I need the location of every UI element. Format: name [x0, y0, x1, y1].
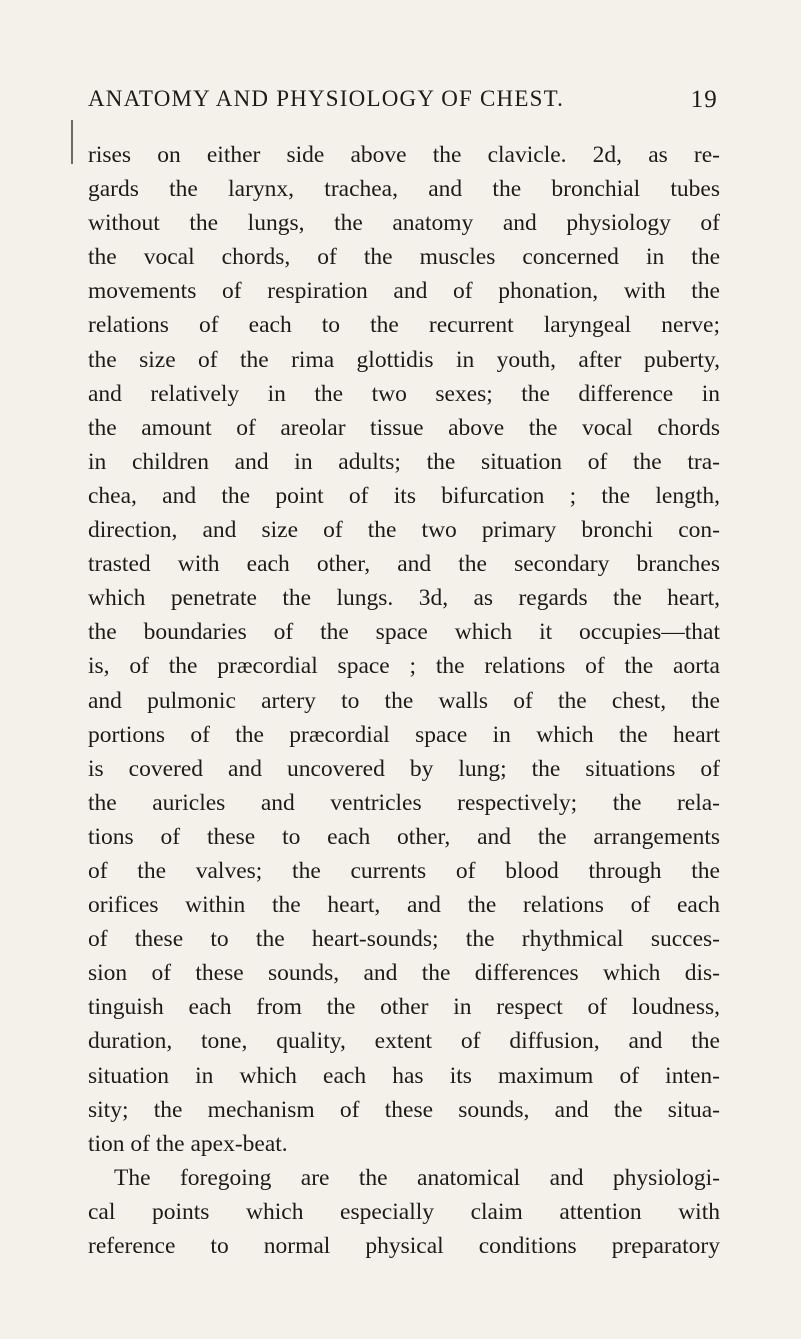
- text-line: is, of the præcordial space ; the relations of the aorta: [88, 653, 720, 680]
- text-line: of these to the heart-sounds; the rhythmical succes-: [88, 926, 720, 953]
- text-line: the size of the rima glottidis in youth, after puberty,: [88, 346, 720, 373]
- text-line: rises on either side above the clavicle. 2d, as re-: [88, 142, 720, 168]
- text-line: the auricles and ventricles respectively; the rela-: [88, 789, 720, 816]
- text-line: the amount of areolar tissue above the vocal chords: [88, 414, 720, 441]
- text-line: sity; the mechanism of these sounds, and the situa-: [88, 1096, 720, 1123]
- scan-margin-mark: [71, 120, 73, 164]
- text-line: chea, and the point of its bifurcation ; the length,: [88, 482, 720, 509]
- text-line: in children and in adults; the situation of the tra-: [88, 448, 720, 475]
- text-line: the boundaries of the space which it occupies—that: [88, 619, 720, 646]
- text-line-paragraph-start: The foregoing are the anatomical and physiologi-: [114, 1164, 720, 1191]
- text-line: gards the larynx, trachea, and the bronchial tubes: [88, 176, 720, 203]
- text-line: direction, and size of the two primary bronchi con-: [88, 517, 720, 544]
- text-line: and pulmonic artery to the walls of the chest, the: [88, 687, 720, 714]
- text-line: duration, tone, quality, extent of diffusion, and the: [88, 1028, 720, 1055]
- text-line: reference to normal physical conditions preparatory: [88, 1233, 720, 1259]
- text-line: movements of respiration and of phonation, with the: [88, 278, 720, 305]
- text-line: which penetrate the lungs. 3d, as regards the heart,: [88, 585, 720, 612]
- running-head-title: ANATOMY AND PHYSIOLOGY OF CHEST.: [88, 86, 565, 111]
- text-line: and relatively in the two sexes; the difference in: [88, 380, 720, 407]
- text-line: cal points which especially claim attention with: [88, 1198, 720, 1225]
- text-line: tions of these to each other, and the arrangements: [88, 823, 720, 850]
- text-line: tinguish each from the other in respect of loudness,: [88, 994, 720, 1021]
- text-line: relations of each to the recurrent laryngeal nerve;: [88, 312, 720, 339]
- body-text: [88, 138, 720, 1263]
- text-line: the vocal chords, of the muscles concerned in the: [88, 244, 720, 271]
- text-line: sion of these sounds, and the differences which dis-: [88, 960, 720, 987]
- text-line: situation in which each has its maximum of inten-: [88, 1062, 720, 1089]
- page-number: 19: [690, 86, 718, 113]
- text-line: is covered and uncovered by lung; the situations of: [88, 755, 720, 782]
- text-line-paragraph-end: tion of the apex-beat.: [88, 1130, 288, 1157]
- text-line: orifices within the heart, and the relations of each: [88, 892, 720, 919]
- text-line: without the lungs, the anatomy and physiology of: [88, 210, 720, 237]
- text-line: portions of the præcordial space in which the heart: [88, 721, 720, 748]
- running-head: [88, 86, 718, 112]
- text-line: of the valves; the currents of blood through the: [88, 857, 720, 884]
- text-line: trasted with each other, and the secondary branches: [88, 551, 720, 578]
